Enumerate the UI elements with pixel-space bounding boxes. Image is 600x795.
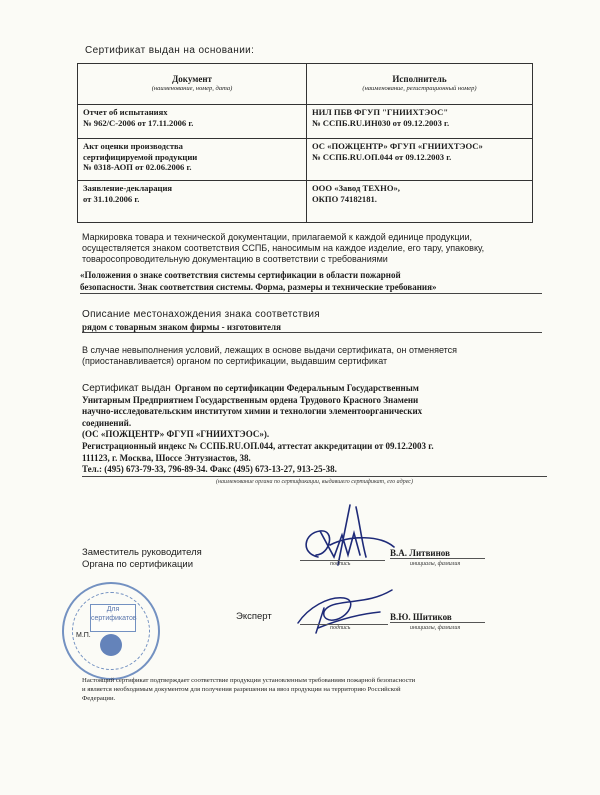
doc-line: № 0318-АОП от 02.06.2006 г.	[83, 162, 192, 172]
doc-cell	[78, 105, 307, 139]
issuer-line: Регистрационный индекс № ССПБ.RU.ОП.044, аттестат аккредитации от 09.12.2003 г.	[82, 440, 434, 451]
doc-line: Акт оценки производства	[83, 141, 183, 151]
executor-cell	[307, 181, 533, 223]
location-heading: Описание местонахождения знака соответствия	[82, 309, 320, 320]
cancellation-line: (приостанавливается) органом по сертификации, выдавшим сертификат	[82, 356, 388, 366]
issuer-line: 111123, г. Москва, Шоссе Энтузиастов, 38.	[82, 452, 251, 463]
doc-cell	[78, 181, 307, 223]
col-document-title: Документ	[172, 73, 212, 84]
col-executor-title: Исполнитель	[392, 73, 447, 84]
stamp-text: Для сертификатов	[90, 604, 136, 632]
col-executor-header	[307, 64, 533, 105]
footer-line: Федерации.	[82, 695, 116, 702]
regulation-line: «Положения о знаке соответствия системы сертификации в области пожарной	[80, 270, 401, 280]
deputy-initials-note: инициалы, фамилия	[410, 561, 461, 567]
executor-cell	[307, 139, 533, 181]
marking-line: товаросопроводительную документацию в соответствии с требованиями	[82, 254, 388, 264]
deputy-title-line: Заместитель руководителя	[82, 547, 202, 558]
executor-line: ООО «Завод ТЕХНО»,	[312, 183, 400, 193]
table-row	[78, 181, 533, 223]
col-document-header	[78, 64, 307, 105]
issuer-line: научно-исследовательским институтом химии и технологии элементоорганических	[82, 406, 423, 417]
issuer-block	[82, 383, 547, 488]
issuer-line: соединений.	[82, 417, 132, 428]
issuer-line: (ОС «ПОЖЦЕНТР» ФГУП «ГНИИХТЭОС»).	[82, 429, 270, 440]
basis-heading: Сертификат выдан на основании:	[85, 45, 255, 56]
table-header-row	[78, 64, 533, 105]
doc-line: Заявление-декларация	[83, 183, 173, 193]
location-value: рядом с товарным знаком фирмы - изготовителя	[82, 322, 542, 333]
cancellation-line: В случае невыполнения условий, лежащих в основе выдачи сертификата, он отменяется	[82, 345, 458, 355]
footer-note	[82, 676, 547, 703]
issuer-line: Органом по сертификации Федеральным Государственным	[174, 383, 419, 393]
footer-line: и является необходимым документом для получения разрешения на ввоз продукции на территорию Российской	[82, 686, 401, 693]
executor-cell	[307, 105, 533, 139]
deputy-sign-note: подпись	[330, 561, 351, 567]
deputy-title	[82, 547, 202, 571]
doc-line: Отчет об испытаниях	[83, 107, 168, 117]
basis-table	[77, 63, 533, 223]
doc-line: от 31.10.2006 г.	[83, 193, 140, 204]
doc-cell	[78, 139, 307, 181]
footer-line: Настоящий сертификат подтверждает соответствие продукции установленным требованиям пожарной безопасности	[82, 677, 416, 684]
marking-line: Маркировка товара и технической документации, прилагаемой к каждой единице продукции,	[82, 232, 473, 242]
issuer-label: Сертификат выдан	[82, 383, 171, 394]
expert-name: В.Ю. Шитиков	[390, 612, 485, 623]
stamp-mp: М.П.	[76, 632, 91, 639]
executor-line: ОКПО 74182181.	[312, 193, 377, 204]
col-executor-note: (наименование, регистрационный номер)	[362, 85, 477, 92]
deputy-name: В.А. Литвинов	[390, 548, 485, 559]
issuer-line: Тел.: (495) 673-79-33, 796-89-34. Факс (495) 673-13-27, 913-25-38.	[82, 464, 547, 477]
cancellation-paragraph	[82, 345, 542, 367]
executor-line: ОС «ПОЖЦЕНТР» ФГУП «ГНИИХТЭОС»	[312, 141, 483, 151]
certification-stamp-icon	[62, 582, 160, 680]
marking-line: осуществляется знаком соответствия ССПБ, наносимым на каждое изделие, его тару, упаковку,	[82, 243, 485, 253]
marking-regulation	[80, 269, 542, 294]
marking-paragraph	[82, 232, 542, 265]
doc-line: № 962/С-2006 от 17.11.2006 г.	[83, 117, 194, 128]
regulation-line: безопасности. Знак соответствия системы. Форма, размеры и технические требования»	[80, 281, 542, 294]
executor-line: НИЛ ПБВ ФГУП "ГНИИХТЭОС"	[312, 107, 449, 117]
issuer-line: Унитарным Предприятием Государственным ордена Трудового Красного Знамени	[82, 394, 419, 405]
deputy-title-line: Органа по сертификации	[82, 559, 194, 570]
doc-line: сертифицируемой продукции	[83, 151, 198, 162]
expert-label: Эксперт	[236, 611, 272, 622]
col-document-note: (наименование, номер, дата)	[151, 85, 233, 92]
table-row	[78, 139, 533, 181]
expert-initials-note: инициалы, фамилия	[410, 625, 461, 631]
expert-sign-note: подпись	[330, 625, 351, 631]
table-row	[78, 105, 533, 139]
issuer-note: (наименование органа по сертификации, выдавшего сертификат, его адрес)	[216, 478, 413, 485]
executor-line: № ССПБ.RU.ОП.044 от 09.12.2003 г.	[312, 151, 452, 162]
executor-line: № ССПБ.RU.ИН030 от 09.12.2003 г.	[312, 117, 450, 128]
